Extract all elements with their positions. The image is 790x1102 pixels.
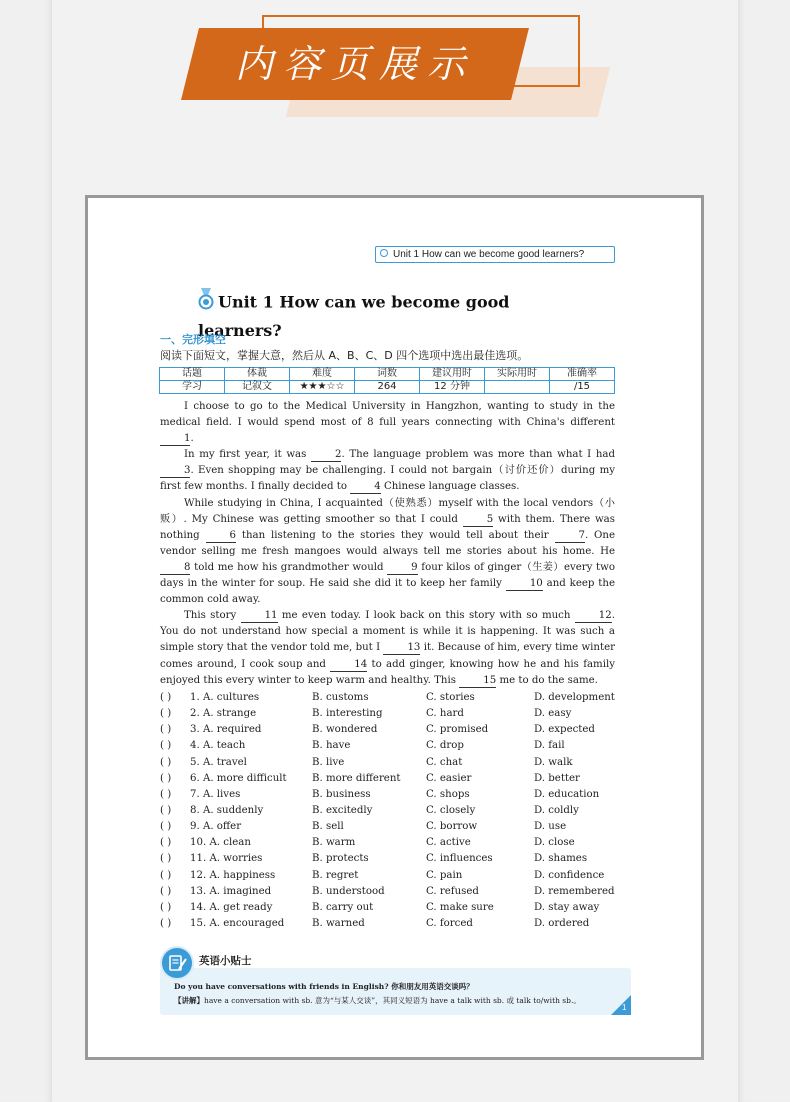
info-header-cell: 准确率 [550,368,615,381]
option-a: 10. A. clean [190,837,251,849]
option-d: D. stay away [534,901,600,913]
answer-slot[interactable]: ( ) [160,788,172,800]
option-a: 2. A. strange [190,708,257,720]
info-header-cell: 实际用时 [485,368,550,381]
option-row [160,835,620,851]
info-value-cell: 学习 [160,381,225,394]
info-value-row [160,381,615,394]
tip-badge [160,946,194,980]
option-row [160,690,620,706]
option-b: B. carry out [312,901,374,913]
option-b: B. sell [312,821,344,833]
option-c: C. drop [426,740,464,752]
section-heading: 一、完形填空 [160,333,226,346]
blank-7[interactable]: 7 [555,530,585,543]
option-d: D. walk [534,756,573,768]
blank-8[interactable]: 8 [160,562,190,575]
right-margin [738,0,790,1102]
option-c: C. promised [426,724,489,736]
tip-label: 【讲解】 [174,996,204,1005]
option-c: C. influences [426,853,493,865]
option-d: D. education [534,788,600,800]
blank-6[interactable]: 6 [206,530,236,543]
option-row [160,787,620,803]
option-d: D. coldly [534,804,579,816]
option-row [160,722,620,738]
option-row [160,771,620,787]
options-list [160,690,620,932]
option-b: B. wondered [312,724,378,736]
option-d: D. remembered [534,885,615,897]
tip-answer: have a conversation with sb. 意为“与某人交谈”，其同义短语为 have a talk with sb. 或 talk to/with sb.。 [204,996,581,1005]
medal-icon [198,288,214,318]
option-row [160,819,620,835]
option-row [160,900,620,916]
option-c: C. borrow [426,821,478,833]
option-a: 8. A. suddenly [190,804,264,816]
blank-2[interactable]: 2 [311,449,341,462]
paragraph-1: I choose to go to the Medical University in Hangzhon, wanting to study in the medical field. I would spend most of 8 full years connecting with China's different 1. [160,401,615,445]
info-value-cell: /15 [550,381,615,394]
option-a: 6. A. more difficult [190,772,287,784]
blank-12[interactable]: 12 [575,610,612,623]
info-value-cell: 记叙文 [225,381,290,394]
option-c: C. hard [426,708,464,720]
info-header-cell: 词数 [355,368,420,381]
tip-title: 英语小贴士 [199,955,252,967]
option-a: 4. A. teach [190,740,246,752]
instruction: 阅读下面短文，掌握大意，然后从 A、B、C、D 四个选项中选出最佳选项。 [160,349,529,362]
option-a: 3. A. required [190,724,262,736]
unit-title-text: Unit 1 How can we become good learners? [198,292,510,340]
answer-slot[interactable]: ( ) [160,740,172,752]
info-table [159,367,615,394]
tip-question: Do you have conversations with friends in English? 你和朋友用英语交谈吗？ [174,982,474,991]
blank-15[interactable]: 15 [459,675,496,688]
option-d: D. ordered [534,917,590,929]
bullet-icon [380,249,388,257]
option-b: B. customs [312,692,369,703]
answer-slot[interactable]: ( ) [160,804,172,816]
option-d: D. confidence [534,869,605,881]
option-d: D. development [534,692,615,703]
page-corner [611,995,631,1015]
answer-slot[interactable]: ( ) [160,821,172,833]
option-a: 14. A. get ready [190,901,273,913]
option-d: D. use [534,821,567,833]
blank-1[interactable]: 1 [160,433,190,446]
option-c: C. make sure [426,901,494,913]
info-header-cell: 话题 [160,368,225,381]
option-d: D. shames [534,853,588,865]
blank-4[interactable]: 4 [350,481,380,494]
option-b: B. regret [312,869,359,881]
info-header-cell: 体裁 [225,368,290,381]
passage [160,399,615,689]
blank-14[interactable]: 14 [330,659,367,672]
option-b: B. business [312,788,371,800]
option-row [160,706,620,722]
paragraph-4: This story 11 me even today. I look back on this story with so much 12. You do not understand how special a moment is while it is happening. It was such a simple story that the vendor told me, but I 13 it. Because of him, every time winter comes around, I cook soup and 14 to add ginger, knowing how he and his family enjoyed this every winter to keep warm and healthy. This 15 me to do the same. [160,610,616,686]
difficulty-stars: ★★★☆☆ [290,381,355,394]
option-c: C. easier [426,772,472,784]
answer-slot[interactable]: ( ) [160,885,172,897]
answer-slot[interactable]: ( ) [160,901,172,913]
paragraph-3: While studying in China, I acquainted（使熟悉）myself with the local vendors（小贩）. My Chinese was getting smoother so that I could 5 with them. There was nothing 6 than listening to the stories they would tell about their 7. One vendor selling me fresh mangoes would always tell me stories about his home. He 8 told me how his grandmother would 9 four kilos of ginger（生姜）every two days in the winter for soup. He said she did it to keep her family 10 and keep the common cold away. [160,497,615,606]
page-number: 1 [622,1003,627,1012]
blank-5[interactable]: 5 [463,514,493,527]
option-c: C. shops [426,788,470,800]
info-header-cell: 难度 [290,368,355,381]
option-b: B. more different [312,772,401,784]
option-row [160,755,620,771]
unit-title [198,288,598,340]
info-value-cell [485,381,550,394]
option-b: B. understood [312,885,385,897]
option-a: 7. A. lives [190,788,241,800]
info-value-cell: 12 分钟 [420,381,485,394]
answer-slot[interactable]: ( ) [160,692,172,703]
answer-slot[interactable]: ( ) [160,708,172,720]
answer-slot[interactable]: ( ) [160,917,172,929]
option-row [160,868,620,884]
banner-title: 内容页展示 [234,42,475,86]
option-b: B. excitedly [312,804,373,816]
option-b: B. have [312,740,351,752]
option-c: C. stories [426,692,475,703]
option-a: 1. A. cultures [190,692,260,703]
option-c: C. refused [426,885,479,897]
answer-slot[interactable]: ( ) [160,756,172,768]
option-a: 5. A. travel [190,756,247,768]
option-d: D. easy [534,708,572,720]
info-value-cell: 264 [355,381,420,394]
info-header-cell: 建议用时 [420,368,485,381]
option-b: B. warned [312,917,365,929]
option-d: D. expected [534,724,595,736]
running-header-text: Unit 1 How can we become good learners? [393,249,585,260]
option-a: 13. A. imagined [190,885,272,897]
blank-9[interactable]: 9 [387,562,417,575]
option-c: C. closely [426,804,476,816]
option-row [160,884,620,900]
option-c: C. forced [426,917,473,929]
blank-10[interactable]: 10 [506,578,543,591]
blank-11[interactable]: 11 [241,610,278,623]
option-row [160,738,620,754]
answer-slot[interactable]: ( ) [160,869,172,881]
option-d: D. close [534,837,575,849]
notebook-pen-icon [162,948,192,978]
left-margin [0,0,52,1102]
option-b: B. live [312,756,345,768]
option-b: B. protects [312,853,369,865]
option-c: C. chat [426,756,463,768]
answer-slot[interactable]: ( ) [160,724,172,736]
option-a: 11. A. worries [190,853,263,865]
running-header [375,246,615,263]
tip-explanation [174,995,581,1006]
option-d: D. better [534,772,580,784]
option-b: B. interesting [312,708,383,720]
option-d: D. fail [534,740,565,752]
option-row [160,916,620,932]
option-c: C. pain [426,869,463,881]
option-row [160,851,620,867]
option-row [160,803,620,819]
option-c: C. active [426,837,471,849]
option-a: 12. A. happiness [190,869,276,881]
option-a: 9. A. offer [190,821,242,833]
option-b: B. warm [312,837,356,849]
blank-13[interactable]: 13 [383,642,420,655]
info-header-row [160,368,615,381]
answer-slot[interactable]: ( ) [160,772,172,784]
option-a: 15. A. encouraged [190,917,285,929]
paragraph-2: In my first year, it was 2. The language problem was more than what I had 3. Even shopping may be challenging. I could not bargain（讨价还价）during my first few months. I finally decided to 4 Chinese language classes. [160,449,615,493]
blank-3[interactable]: 3 [160,465,190,478]
answer-slot[interactable]: ( ) [160,853,172,865]
answer-slot[interactable]: ( ) [160,837,172,849]
